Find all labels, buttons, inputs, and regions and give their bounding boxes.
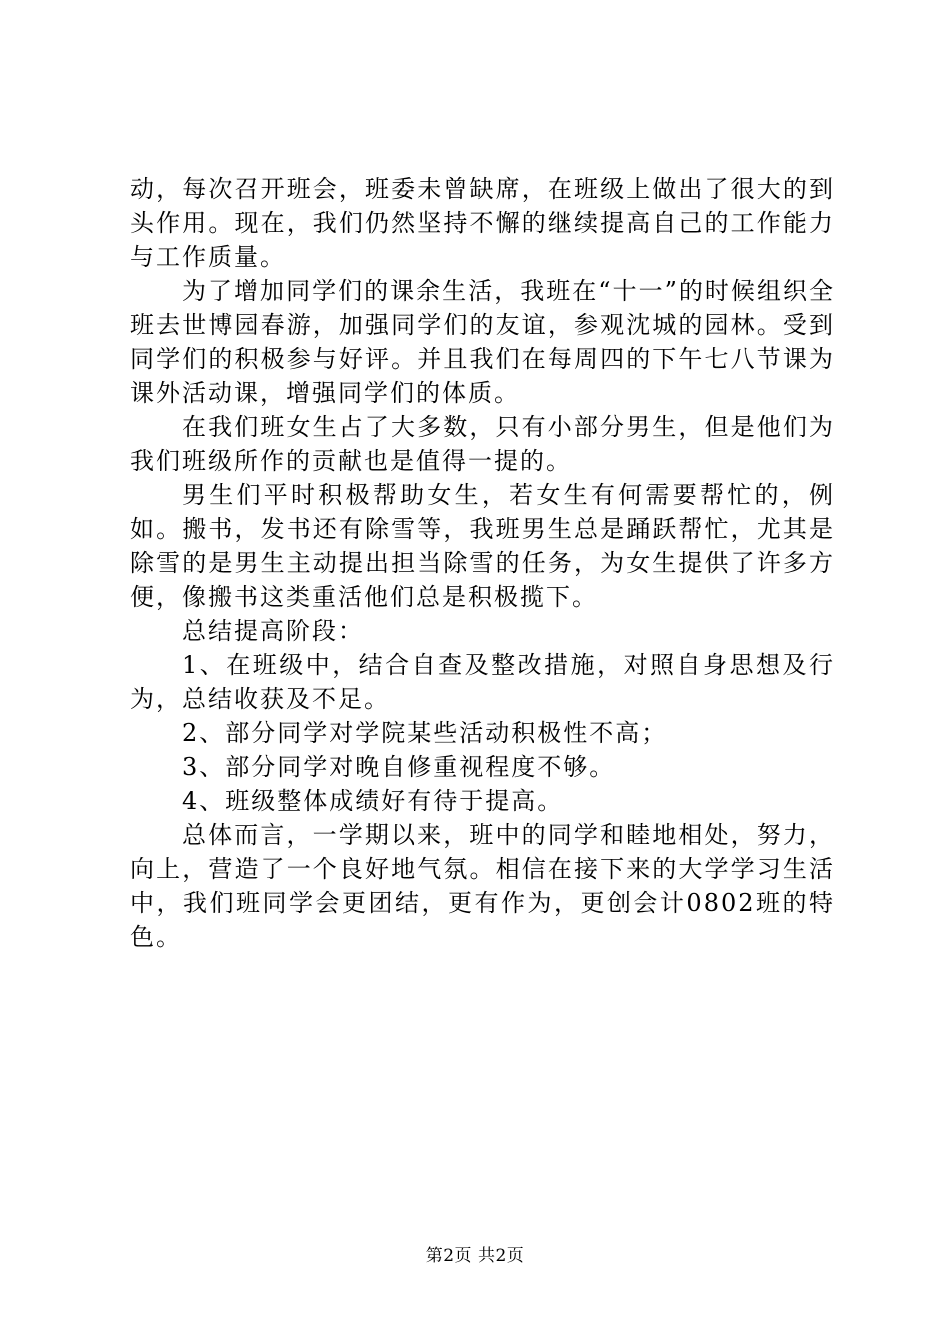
paragraph-4: 男生们平时积极帮助女生，若女生有何需要帮忙的，例如。搬书，发书还有除雪等，我班男生总是踊跃帮忙，尤其是除雪的是男生主动提出担当除雪的任务，为女生提供了许多方便，像搬书这类重活他们总是积极揽下。 [130,481,835,611]
list-item: 3、部分同学对晚自修重视程度不够。 [182,753,616,781]
list-item: 4、班级整体成绩好有待于提高。 [182,787,564,815]
paragraph-2: 为了增加同学们的课余生活，我班在“十一”的时候组织全班去世博园春游，加强同学们的友谊，参观沈城的园林。受到同学们的积极参与好评。并且我们在每周四的下午七八节课为课外活动课，增强同学们的体质。 [130,277,835,407]
list-item: 1、在班级中，结合自查及整改措施，对照自身思想及行为，总结收获及不足。 [130,651,835,713]
list-item: 2、部分同学对学院某些活动积极性不高； [182,719,668,747]
page-number-footer: 第2页 共2页 [425,1246,525,1266]
paragraph-3: 在我们班女生占了大多数，只有小部分男生，但是他们为我们班级所作的贡献也是值得一提的。 [130,413,835,475]
paragraph-1: 动，每次召开班会，班委未曾缺席，在班级上做出了很大的到头作用。现在，我们仍然坚持不懈的继续提高自己的工作能力与工作质量。 [130,175,835,271]
section-heading-summary: 总结提高阶段： [182,617,364,645]
closing-paragraph: 总体而言，一学期以来，班中的同学和睦地相处，努力，向上，营造了一个良好地气氛。相信在接下来的大学学习生活中，我们班同学会更团结，更有作为，更创会计0802班的特色。 [130,821,835,951]
document-body [130,172,835,954]
